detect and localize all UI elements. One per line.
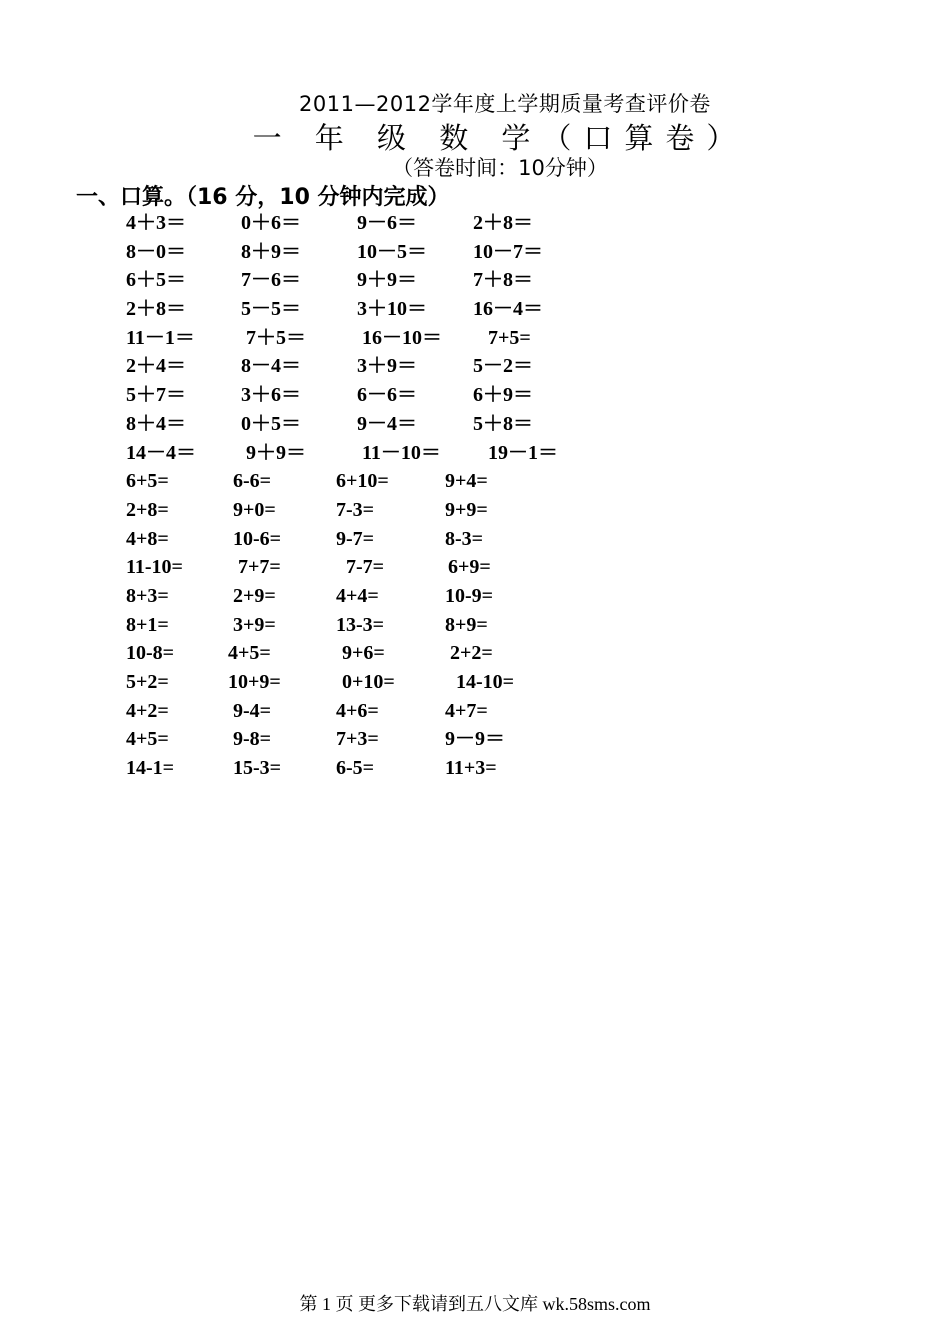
subject-title: 一 年 级 数 学（口算卷）: [252, 121, 748, 155]
problem-item: 4+8=: [126, 527, 169, 550]
problem-item: 9-4=: [233, 699, 272, 722]
problem-item: 11+3=: [445, 757, 497, 780]
problem-item: 6-5=: [336, 757, 375, 780]
problem-item: 6+9=: [448, 556, 491, 579]
problem-item: 6+10=: [336, 470, 389, 493]
problem-item: 0＋5＝: [241, 412, 301, 435]
problem-item: 4+5=: [126, 728, 169, 751]
problem-item: 3＋10＝: [357, 298, 427, 321]
problem-item: 11－10＝: [362, 441, 441, 464]
problem-item: 5－5＝: [241, 298, 301, 321]
exam-title: 2011—2012学年度上学期质量考查评价卷: [299, 92, 711, 116]
problem-item: 7+7=: [238, 556, 281, 579]
problem-item: 7＋8＝: [473, 269, 533, 292]
problem-item: 9+0=: [233, 498, 276, 521]
problem-item: 3+9=: [233, 613, 276, 636]
problem-item: 10-9=: [445, 584, 494, 607]
problem-item: 10-8=: [126, 642, 175, 665]
problem-item: 8＋9＝: [241, 240, 301, 263]
problem-item: 4+7=: [445, 699, 488, 722]
problem-item: 7＋5＝: [246, 326, 306, 349]
problem-item: 9+9=: [445, 498, 488, 521]
problem-item: 9－4＝: [357, 412, 417, 435]
problem-item: 2＋8＝: [473, 212, 533, 234]
problem-item: 8+1=: [126, 613, 169, 636]
problem-item: 10-6=: [233, 527, 282, 550]
problem-item: 8－4＝: [241, 355, 301, 378]
problem-item: 4+4=: [336, 584, 379, 607]
problem-item: 4+2=: [126, 699, 169, 722]
problem-item: 2＋8＝: [126, 298, 186, 321]
problem-item: 10－5＝: [357, 240, 427, 263]
problem-item: 8+3=: [126, 584, 169, 607]
problem-item: 0＋6＝: [241, 212, 301, 234]
problem-item: 9＋9＝: [357, 269, 417, 292]
problem-item: 9-7=: [336, 527, 375, 550]
problem-item: 9+4=: [445, 470, 488, 493]
problem-item: 4＋3＝: [126, 212, 186, 234]
problem-item: 15-3=: [233, 757, 282, 780]
problem-item: 2+2=: [450, 642, 493, 665]
problem-item: 2+9=: [233, 584, 276, 607]
problem-item: 10－7＝: [473, 240, 543, 263]
problem-item: 16－10＝: [362, 326, 442, 349]
problem-item: 2＋4＝: [126, 355, 186, 378]
problem-item: 13-3=: [336, 613, 385, 636]
problem-item: 5－2＝: [473, 355, 533, 378]
problem-item: 2+8=: [126, 498, 169, 521]
problem-item: 5＋8＝: [473, 412, 533, 435]
problem-item: 9＋9＝: [246, 441, 306, 464]
problem-item: 7+5=: [488, 326, 531, 349]
problem-item: 8-3=: [445, 527, 484, 550]
problem-item: 9－9＝: [445, 728, 505, 751]
problem-item: 9+6=: [342, 642, 385, 665]
problem-item: 9-8=: [233, 728, 272, 751]
problem-item: 11－1＝: [126, 326, 195, 349]
problem-item: 10+9=: [228, 671, 281, 693]
problem-item: 14-10=: [456, 671, 515, 693]
problem-item: 7+3=: [336, 728, 379, 751]
problem-item: 6+5=: [126, 470, 169, 493]
problem-item: 11-10=: [126, 556, 183, 579]
problem-item: 4+6=: [336, 699, 379, 722]
problem-item: 9－6＝: [357, 212, 417, 234]
problem-item: 7－6＝: [241, 269, 301, 292]
problem-item: 4+5=: [228, 642, 271, 665]
problem-item: 8＋4＝: [126, 412, 186, 435]
problem-item: 6＋9＝: [473, 384, 533, 407]
section-heading: 一、口算。（16 分，10 分钟内完成）: [76, 185, 450, 210]
problem-item: 3＋9＝: [357, 355, 417, 378]
problem-item: 5＋7＝: [126, 384, 186, 407]
problem-item: 6-6=: [233, 470, 272, 493]
problem-item: 7-7=: [346, 556, 385, 579]
problem-item: 0+10=: [342, 671, 395, 693]
problem-item: 14-1=: [126, 757, 175, 780]
problem-item: 19－1＝: [488, 441, 558, 464]
time-limit: （答卷时间：10分钟）: [392, 156, 608, 180]
problem-item: 8+9=: [445, 613, 488, 636]
problem-item: 7-3=: [336, 498, 375, 521]
page-footer: 第 1 页 更多下载请到五八文库 wk.58sms.com: [299, 1294, 651, 1314]
problem-item: 5+2=: [126, 671, 169, 693]
problem-item: 3＋6＝: [241, 384, 301, 407]
problem-item: 8－0＝: [126, 240, 186, 263]
problem-item: 6－6＝: [357, 384, 417, 407]
problem-item: 14－4＝: [126, 441, 196, 464]
problem-item: 6＋5＝: [126, 269, 186, 292]
problem-item: 16－4＝: [473, 298, 543, 321]
